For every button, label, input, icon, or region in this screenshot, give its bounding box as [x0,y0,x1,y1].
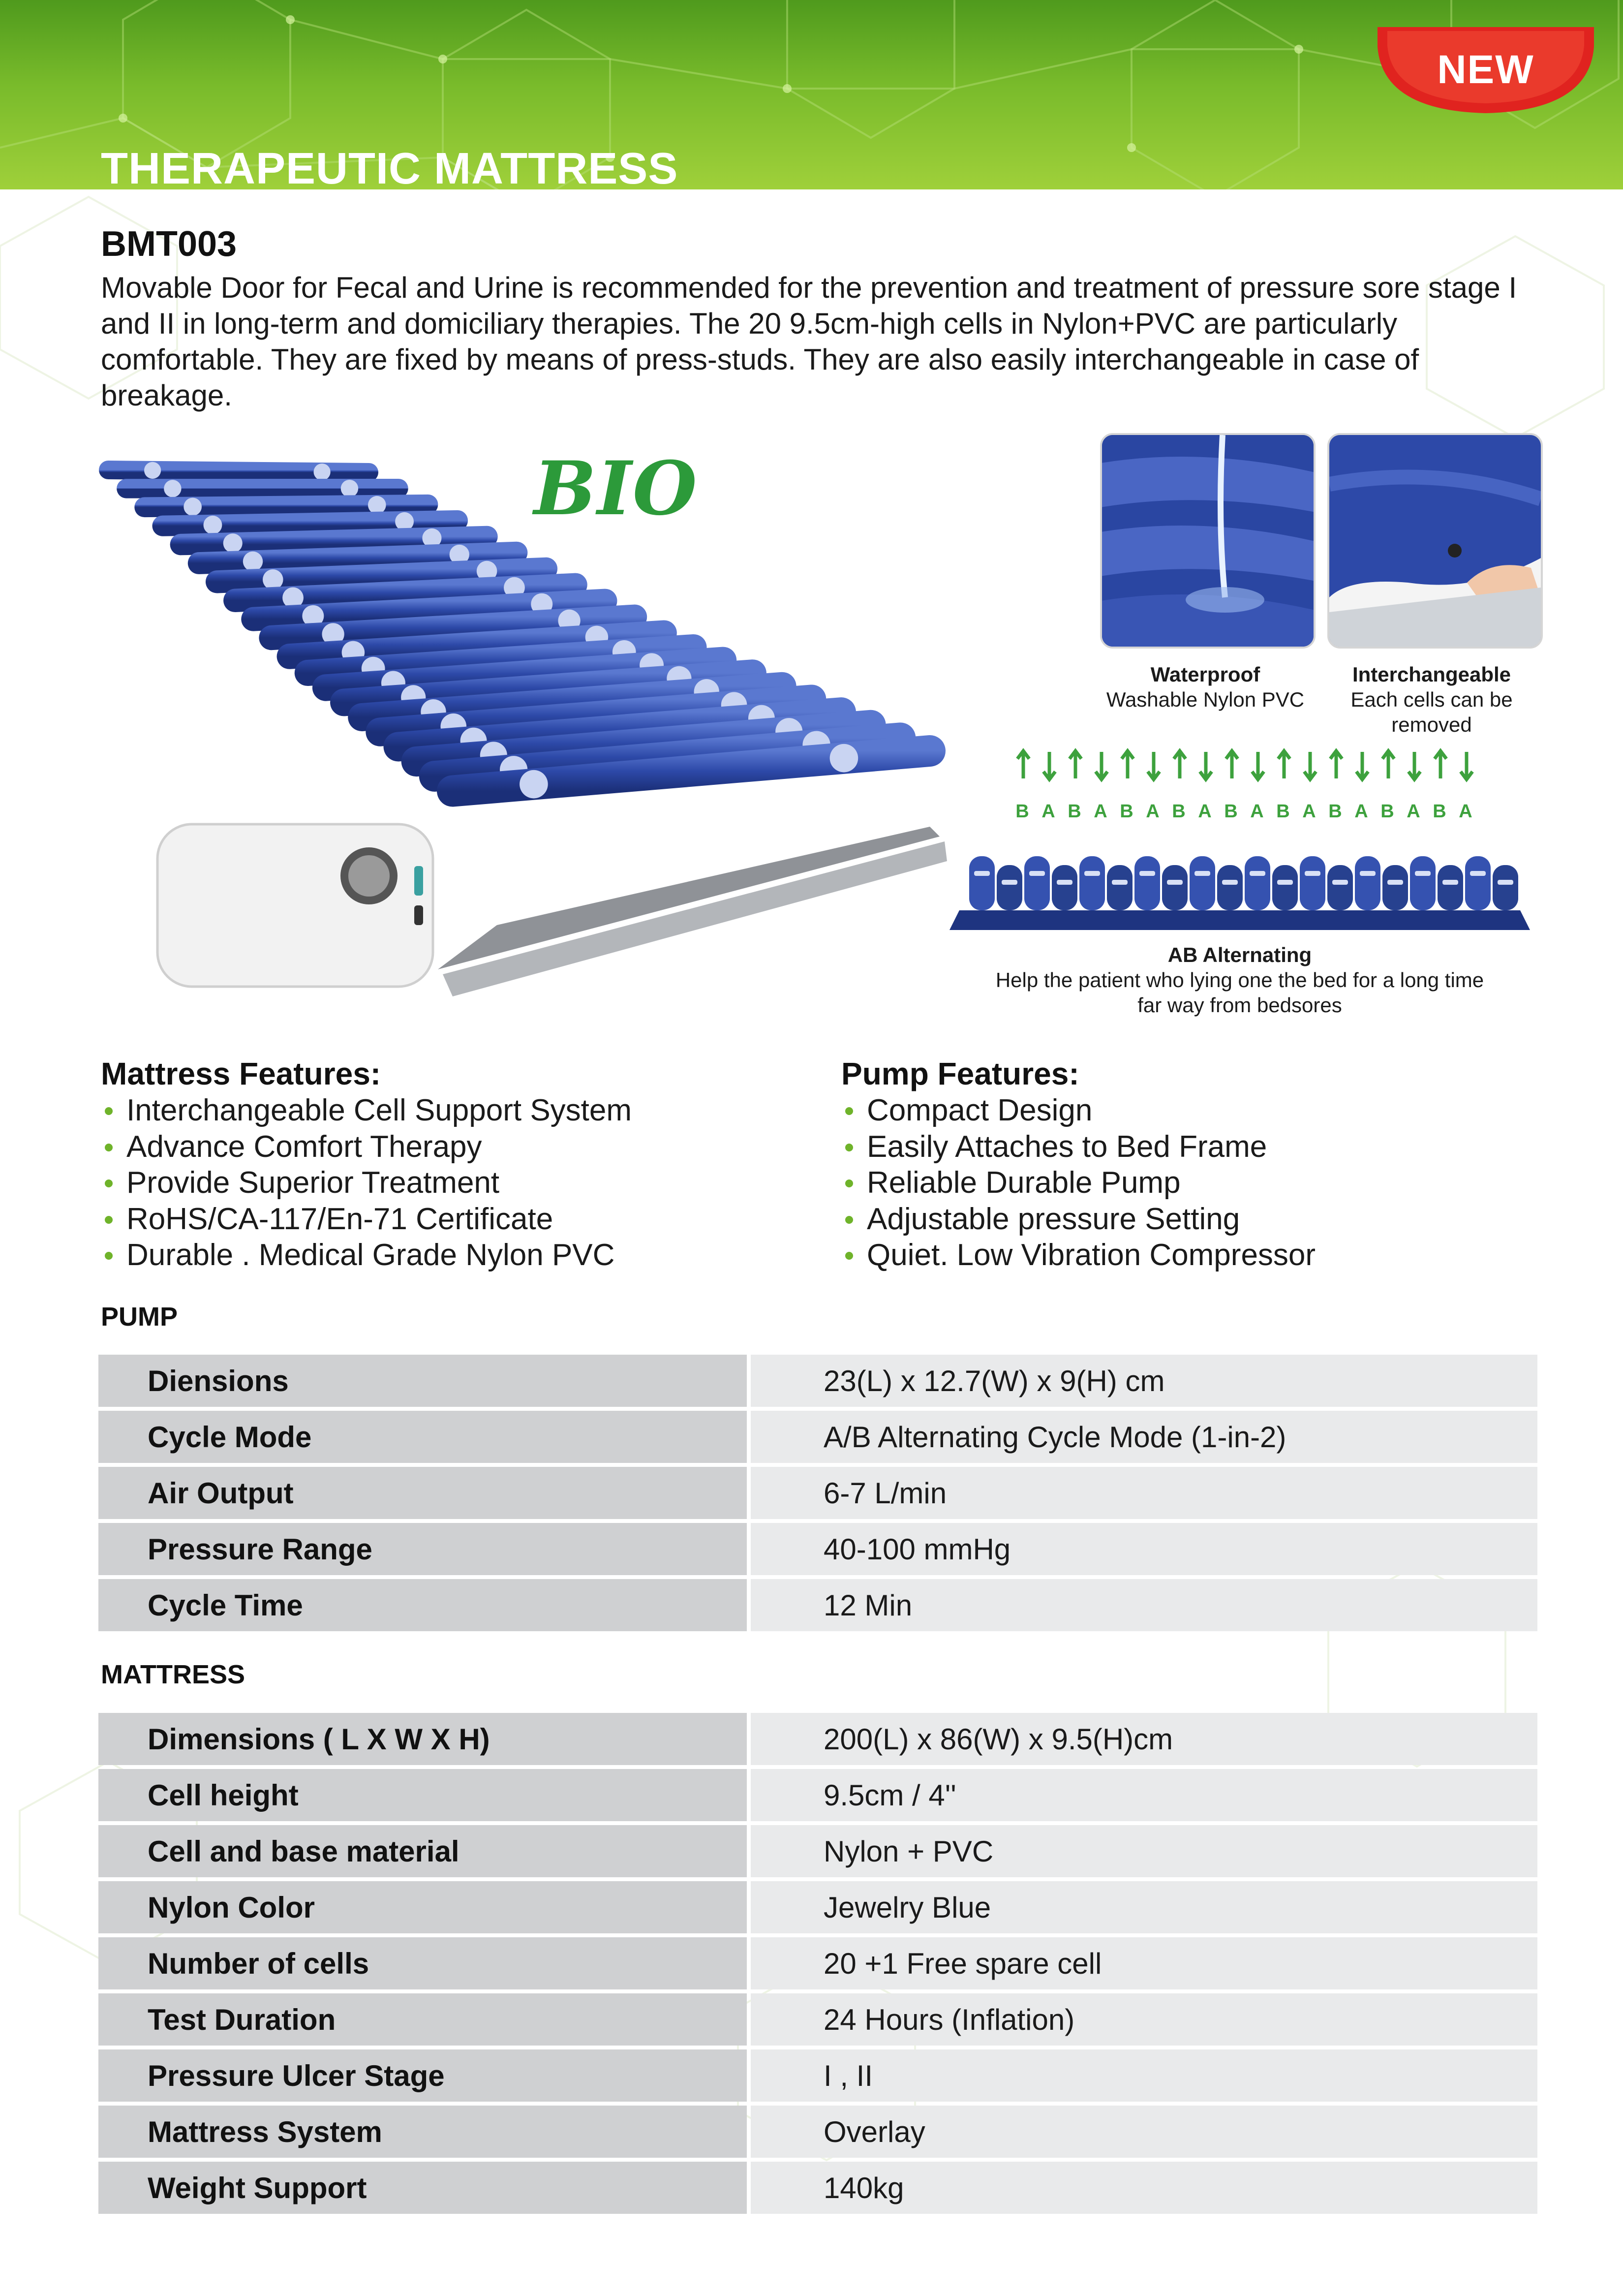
spec-key: Cell height [98,1769,747,1821]
table-row [98,1713,1537,1765]
arrow-up-icon [1435,751,1446,778]
spec-value: 6-7 L/min [751,1467,1537,1519]
pump-features-title: Pump Features: [841,1056,1079,1091]
ab-alternating-mattress-image [949,837,1530,935]
product-description: Movable Door for Fecal and Urine is recommended for the prevention and treatment of pressure sore stage I and II in long-term and domiciliary therapies. The 20 9.5cm-high cells in Nylon+PVC are particularly comfortable. They are fixed by means of press-studs. They are also easily interchangeable in case of breakage. [101,271,1517,412]
spec-key: Test Duration [98,1993,747,2046]
interchangeable-text: Each cells can be removed [1350,688,1513,736]
arrow-down-icon [1096,752,1107,779]
arrow-down-icon [1148,752,1160,779]
table-row [98,1467,1537,1519]
waterproof-photo [1100,433,1316,649]
spec-value: I , II [751,2049,1537,2102]
arrow-up-icon [1174,751,1186,778]
arrow-down-icon [1200,752,1212,779]
table-row [98,1993,1537,2046]
table-row [98,1579,1537,1631]
spec-value: 200(L) x 86(W) x 9.5(H)cm [751,1713,1537,1765]
ab-letter: B [1276,801,1290,822]
arrow-up-icon [1017,751,1029,778]
spec-key: Dimensions ( L X W X H) [98,1713,747,1765]
table-row [98,1825,1537,1877]
ab-letter: B [1172,801,1186,822]
spec-key: Diensions [98,1355,747,1407]
spec-key: Cell and base material [98,1825,747,1877]
spec-key: Mattress System [98,2106,747,2158]
interchangeable-caption [1318,662,1545,737]
ab-letter: A [1250,801,1264,822]
spec-value: 24 Hours (Inflation) [751,1993,1537,2046]
pump-features-list [841,1092,1316,1273]
mattress-features-title: Mattress Features: [101,1056,381,1091]
table-row [98,1769,1537,1821]
ab-letter: A [1198,801,1212,822]
ab-letter: A [1354,801,1368,822]
pump-spec-table [98,1351,1537,1635]
spec-key: Nylon Color [98,1881,747,1933]
ab-letter: A [1459,801,1472,822]
arrow-down-icon [1043,752,1055,779]
spec-value: 12 Min [751,1579,1537,1631]
table-row [98,1881,1537,1933]
list-item: Compact Design [841,1092,1316,1129]
ab-letter: A [1407,801,1420,822]
ab-letter: A [1302,801,1316,822]
spec-key: Number of cells [98,1937,747,1989]
spec-key: Cycle Time [98,1579,747,1631]
new-badge-label: NEW [1437,47,1534,92]
table-row [98,1937,1537,1989]
ab-letter: A [1094,801,1107,822]
ab-letter: B [1380,801,1394,822]
table-row [98,2162,1537,2214]
mattress-features-list [101,1092,632,1273]
arrow-down-icon [1304,752,1316,779]
list-item: Interchangeable Cell Support System [101,1092,632,1129]
arrow-down-icon [1252,752,1264,779]
list-item: Quiet. Low Vibration Compressor [841,1237,1316,1273]
ab-alternating-line2: far way from bedsores [1137,993,1342,1017]
spec-key: Cycle Mode [98,1411,747,1463]
spec-key: Pressure Ulcer Stage [98,2049,747,2102]
arrow-up-icon [1226,751,1238,778]
table-row [98,2106,1537,2158]
arrow-up-icon [1122,751,1133,778]
ab-letter: B [1224,801,1238,822]
ab-letter: B [1068,801,1081,822]
spec-key: Weight Support [98,2162,747,2214]
ab-letters [1012,801,1475,826]
mattress-section-label: MATTRESS [101,1660,245,1689]
list-item: Easily Attaches to Bed Frame [841,1129,1316,1165]
arrow-down-icon [1461,752,1472,779]
arrow-up-icon [1278,751,1290,778]
bio-logo: BIO [534,445,698,532]
alternating-arrows-icon [1013,748,1476,782]
page-title: THERAPEUTIC MATTRESS [101,144,678,193]
spec-value: 23(L) x 12.7(W) x 9(H) cm [751,1355,1537,1407]
model-number: BMT003 [101,224,237,264]
pump-section-label: PUMP [101,1302,178,1332]
spec-value: 9.5cm / 4'' [751,1769,1537,1821]
mattress-spec-table [98,1709,1537,2218]
ab-letter: A [1146,801,1160,822]
spec-value: Jewelry Blue [751,1881,1537,1933]
spec-value: 140kg [751,2162,1537,2214]
waterproof-title: Waterproof [1150,663,1260,686]
ab-letter: B [1120,801,1133,822]
list-item: RoHS/CA-117/En-71 Certificate [101,1201,632,1238]
ab-letter: B [1328,801,1342,822]
table-row [98,1355,1537,1407]
table-row [98,1411,1537,1463]
spec-value: Overlay [751,2106,1537,2158]
table-row [98,1523,1537,1575]
waterproof-text: Washable Nylon PVC [1106,688,1305,711]
arrow-up-icon [1070,751,1081,778]
ab-alternating-line1: Help the patient who lying one the bed for a long time [995,968,1484,992]
spec-key: Pressure Range [98,1523,747,1575]
table-row [98,2049,1537,2102]
mattress-with-pump-image [93,453,949,1009]
spec-value: 40-100 mmHg [751,1523,1537,1575]
spec-value: 20 +1 Free spare cell [751,1937,1537,1989]
ab-letter: A [1041,801,1055,822]
spec-key: Air Output [98,1467,747,1519]
arrow-up-icon [1330,751,1342,778]
list-item: Advance Comfort Therapy [101,1129,632,1165]
ab-alternating-caption [940,942,1540,1018]
list-item: Durable . Medical Grade Nylon PVC [101,1237,632,1273]
pump-unit [157,824,433,987]
list-item: Reliable Durable Pump [841,1165,1316,1201]
interchangeable-title: Interchangeable [1352,663,1511,686]
ab-letter: B [1015,801,1029,822]
arrow-down-icon [1356,752,1368,779]
list-item: Adjustable pressure Setting [841,1201,1316,1238]
arrow-up-icon [1382,751,1394,778]
interchangeable-photo [1327,433,1543,649]
arrow-down-icon [1409,752,1420,779]
waterproof-caption [1092,662,1318,712]
spec-value: A/B Alternating Cycle Mode (1-in-2) [751,1411,1537,1463]
list-item: Provide Superior Treatment [101,1165,632,1201]
spec-value: Nylon + PVC [751,1825,1537,1877]
ab-alternating-title: AB Alternating [1167,943,1312,966]
ab-letter: B [1433,801,1446,822]
